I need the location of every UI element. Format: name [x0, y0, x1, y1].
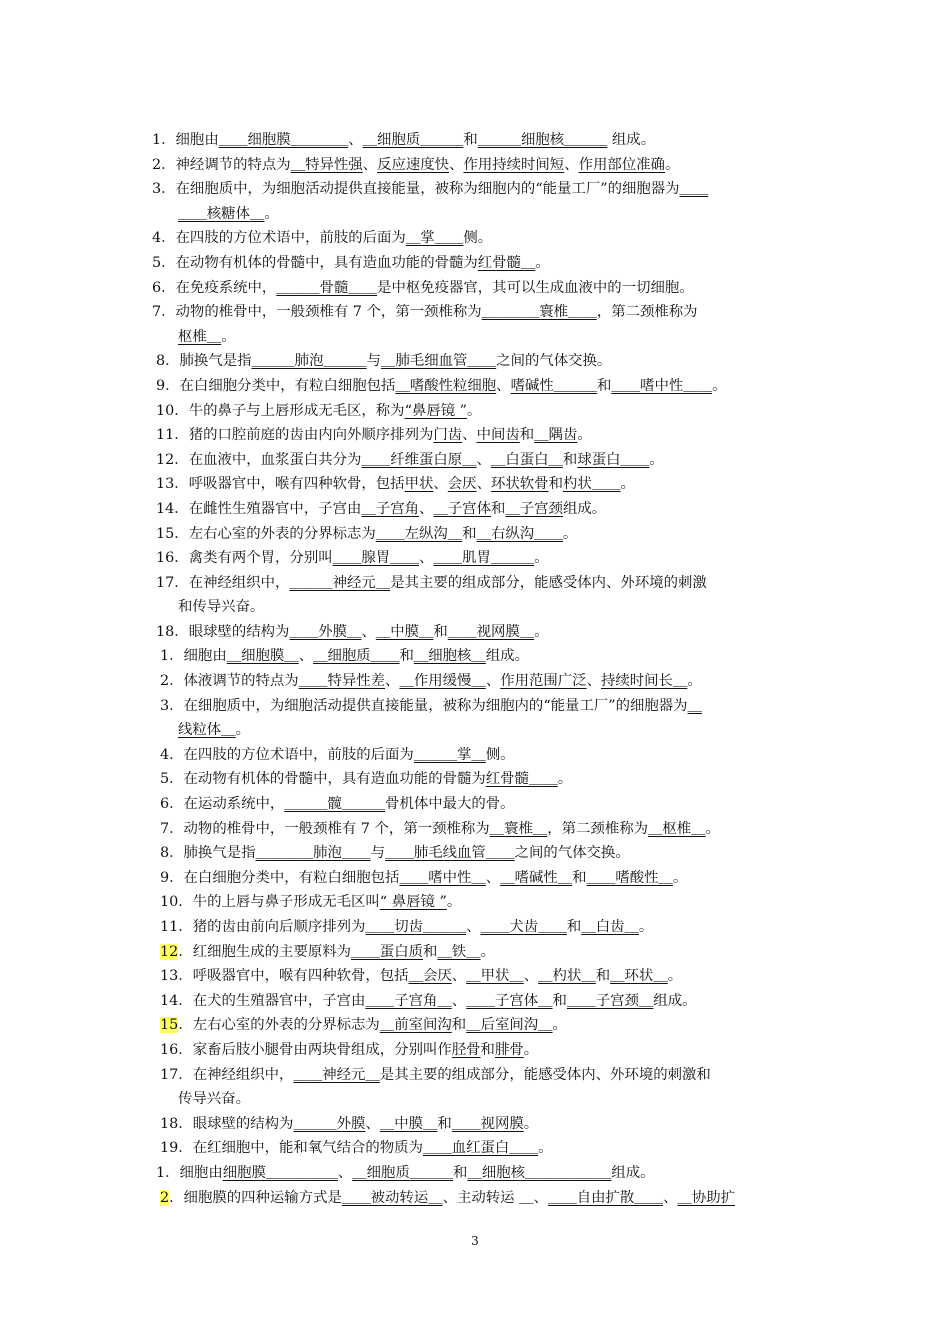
question-text: 5．在动物有机体的骨髓中，具有造血功能的骨髓为 — [152, 254, 478, 271]
question-line — [152, 915, 832, 940]
answer-blank: 腓骨 — [494, 1041, 524, 1058]
answer-blank: 持续时间长＿ — [600, 673, 688, 690]
question-line — [152, 1112, 832, 1137]
answer-blank: ＿会厌 — [408, 968, 452, 985]
question-text: 15．左右心室的外表的分界标志为 — [156, 525, 376, 542]
answer-blank: ＿细胞膜＿ — [226, 648, 299, 665]
question-text: 13．呼吸器官中，喉有四种软骨，包括 — [156, 476, 405, 493]
question-text: ，第二颈椎称为 — [547, 820, 648, 837]
question-text: 1．细胞由 — [160, 648, 227, 665]
question-text: 16．家畜后肢小腿骨由两块骨组成，分别叫作 — [160, 1041, 452, 1058]
answer-blank: 细胞膜＿＿＿＿＿ — [222, 1164, 338, 1181]
question-text: 是其主要的组成部分，能感受体内、外环境的刺激 — [390, 574, 707, 591]
question-line — [152, 694, 832, 719]
answer-blank: ＿子宫颈 — [505, 500, 563, 517]
question-text: 2．神经调节的特点为 — [152, 156, 291, 173]
answer-blank: 中间齿 — [476, 427, 520, 444]
question-text: 。 — [562, 525, 578, 542]
answer-blank: 作用范围广泛 — [500, 673, 587, 690]
question-continuation — [152, 595, 832, 620]
question-text: 16．禽类有两个胃，分别叫 — [156, 550, 333, 567]
question-line — [152, 669, 832, 694]
question-line — [152, 177, 832, 202]
answer-blank: ＿嗜碱性＿ — [500, 869, 573, 886]
answer-blank: ＿甲状＿ — [466, 968, 524, 985]
answer-blank: ＿特异性强 — [290, 156, 363, 173]
question-line — [152, 276, 832, 301]
question-text: 、 — [337, 1164, 353, 1181]
question-line — [152, 1063, 832, 1088]
answer-blank: 会厌 — [447, 476, 477, 493]
answer-blank: ＿＿＿掌＿ — [413, 746, 486, 763]
question-text: 传导兴奋。 — [178, 1091, 250, 1108]
question-text: 。 — [649, 451, 664, 468]
answer-blank: 甲状 — [404, 476, 434, 493]
answer-blank: ＿枢椎＿ — [648, 820, 706, 837]
question-text: 、 — [385, 673, 400, 690]
question-text: 。 — [446, 894, 462, 911]
answer-blank: ＿＿嗜中性＿＿ — [611, 377, 713, 394]
question-text: 。 — [264, 205, 279, 222]
answer-blank: ＿＿视网膜 — [451, 1115, 524, 1132]
answer-blank: ＿＿被动转运＿ — [341, 1189, 443, 1206]
question-text: 、 — [466, 919, 481, 935]
question-text: 11．猪的口腔前庭的齿由内向外顺序排列为 — [156, 427, 434, 444]
question-text: 。 — [535, 254, 550, 271]
question-text: 。 — [534, 550, 549, 567]
question-line — [152, 423, 832, 448]
question-text: 。 — [523, 1041, 539, 1058]
question-text: 和 — [562, 451, 578, 468]
answer-blank: ＿＿子宫体＿ — [466, 992, 553, 1009]
question-text: 、 — [564, 156, 579, 173]
question-line — [152, 349, 832, 374]
question-text: 、 — [476, 476, 491, 493]
question-continuation — [152, 325, 832, 350]
question-text: 8．肺换气是指 — [160, 845, 256, 862]
question-text: 4．在四肢的方位术语中，前肢的后面为 — [160, 746, 414, 763]
question-text: 和 — [437, 1115, 452, 1132]
question-text: 组成。 — [607, 132, 656, 148]
answer-blank: ＿作用缓慢＿ — [399, 673, 486, 690]
answer-blank: ＿＿＿肺泡＿＿＿ — [251, 353, 367, 370]
answer-blank: ＿＿嗜酸性＿ — [586, 869, 673, 886]
answer-blank: ＿细胞质＿＿ — [313, 648, 400, 665]
question-list — [152, 128, 832, 1210]
question-text: 、 — [362, 156, 378, 173]
question-text: 组成。 — [562, 500, 607, 517]
question-text: 和 — [463, 132, 478, 148]
question-text: 14．在犬的生殖器官中，子宫由 — [160, 992, 366, 1009]
answer-blank: 作用持续时间短 — [463, 156, 565, 173]
question-text: 组成。 — [485, 648, 530, 665]
question-text: 。 — [638, 919, 654, 935]
question-continuation — [152, 718, 832, 743]
question-text: 和 — [480, 1041, 495, 1058]
question-text: 9．在白细胞分类中，有粒白细胞包括 — [160, 869, 400, 886]
answer-blank: “鼻唇镜 ” — [404, 402, 468, 419]
question-line — [152, 251, 832, 276]
answer-blank: 胫骨 — [451, 1041, 481, 1058]
answer-blank: 杓状＿＿ — [562, 476, 621, 493]
question-text: 和 — [453, 1164, 468, 1181]
answer-blank: ＿＿＿细胞核＿＿＿ — [477, 132, 608, 148]
highlighted-number: 12 — [160, 943, 179, 960]
question-line — [152, 153, 832, 178]
question-text: 、 — [485, 673, 501, 690]
question-text: 13．呼吸器官中，喉有四种软骨，包括 — [160, 968, 409, 985]
answer-blank: ＿＿蛋白质 — [351, 943, 423, 960]
answer-blank: “ 鼻唇镜 ” — [379, 894, 447, 911]
question-text: 。 — [552, 1017, 567, 1034]
answer-blank: ＿＿细胞膜＿＿＿＿ — [218, 132, 349, 148]
question-text: 组成。 — [611, 1164, 655, 1181]
question-text: 和 — [422, 943, 438, 960]
question-text: 、 — [433, 476, 448, 493]
question-text: 。 — [712, 377, 727, 394]
answer-blank: ＿细胞质＿＿＿ — [362, 132, 464, 148]
question-line — [152, 1136, 832, 1161]
question-text: 1．细胞由 — [152, 132, 219, 148]
question-text: ，第二颈椎称为 — [596, 304, 698, 321]
question-text: 18．眼球壁的结构为 — [156, 623, 290, 640]
question-text: 、 — [298, 648, 314, 665]
highlighted-number: 15 — [160, 1017, 179, 1034]
question-line — [152, 374, 832, 399]
question-text: 是其主要的组成部分，能感受体内、外环境的刺激和 — [379, 1066, 711, 1083]
answer-blank: 嗜碱性＿＿＿ — [510, 377, 597, 394]
question-text: 和 — [519, 427, 535, 444]
question-text: 。 — [480, 943, 495, 960]
answer-blank: ＿＿＿外膜 — [293, 1115, 366, 1132]
answer-blank: ＿＿特异性差 — [298, 673, 386, 690]
answer-blank: ＿＿纤维蛋白原＿ — [361, 451, 477, 468]
question-text: 和 — [433, 623, 448, 640]
answer-blank: ＿环状＿ — [610, 968, 668, 985]
question-text: 、 — [586, 673, 601, 690]
question-text: 、 — [449, 156, 464, 173]
answer-blank: ＿＿外膜＿ — [289, 623, 362, 640]
answer-blank: ＿＿＿＿寰椎＿＿ — [481, 304, 597, 321]
question-line — [152, 226, 832, 251]
answer-blank: ＿＿嗜中性＿ — [399, 869, 486, 886]
answer-blank: ＿＿ — [679, 181, 709, 198]
answer-blank: ＿＿自由扩散＿＿ — [547, 1189, 664, 1206]
question-text: 6．在免疫系统中， — [152, 279, 277, 296]
question-text: 10．牛的上唇与鼻子形成无毛区叫 — [160, 894, 380, 911]
question-text: 和传导兴奋。 — [178, 599, 265, 616]
question-text: 和 — [490, 500, 506, 517]
question-text: 8．肺换气是指 — [156, 353, 252, 370]
question-text: 、 — [496, 377, 511, 394]
question-line — [152, 472, 832, 497]
question-text: 、 — [361, 623, 376, 640]
question-text: 是中枢免疫器官，其可以生成血液中的一切细胞。 — [377, 279, 694, 296]
answer-blank: ＿隅齿 — [534, 427, 578, 444]
question-text: 、 — [348, 132, 363, 148]
question-text: 、 — [418, 550, 434, 567]
answer-blank: ＿＿犬齿＿＿ — [480, 919, 567, 935]
question-text: 和 — [462, 525, 477, 542]
question-line — [152, 940, 832, 965]
question-line — [152, 128, 832, 153]
question-text: 12．在血液中，血浆蛋白共分为 — [156, 451, 362, 468]
question-line — [152, 620, 832, 645]
answer-blank: 红骨髓＿＿ — [485, 771, 558, 788]
question-text: 。 — [523, 1115, 539, 1132]
question-line — [152, 300, 832, 325]
answer-blank: ＿肺毛细血管＿＿ — [381, 353, 497, 370]
answer-blank: ＿寰椎＿ — [489, 820, 548, 837]
question-text: 、主动转运 ＿、 — [442, 1189, 548, 1206]
question-line — [152, 964, 832, 989]
answer-blank: ＿＿肺毛线血管＿＿ — [385, 845, 515, 862]
question-line — [152, 571, 832, 596]
question-text: 、 — [523, 968, 539, 985]
answer-blank: ＿前室间沟 — [379, 1017, 452, 1034]
question-text: 。 — [664, 156, 680, 173]
answer-blank: 门齿 — [433, 427, 463, 444]
answer-blank: ＿＿＿骨髓＿＿ — [276, 279, 378, 296]
question-line — [152, 448, 832, 473]
question-text: 之间的气体交换。 — [514, 845, 630, 862]
answer-blank: ＿白齿＿ — [581, 919, 639, 935]
question-text: 2．体液调节的特点为 — [160, 673, 299, 690]
question-text: 4．在四肢的方位术语中，前肢的后面为 — [152, 230, 406, 247]
answer-blank: 枢椎＿ — [178, 328, 222, 345]
question-text: 。 — [687, 673, 702, 690]
question-text: 6．在运动系统中， — [160, 796, 285, 813]
question-text: 和 — [572, 869, 587, 886]
question-text: 19．在红细胞中，能和氧气结合的物质为 — [160, 1140, 423, 1157]
question-text: 与 — [370, 845, 386, 862]
question-line — [152, 1161, 832, 1186]
question-text: 。 — [705, 820, 720, 837]
question-text: 3．在细胞质中，为细胞活动提供直接能量，被称为细胞内的“能量工厂”的细胞器为 — [152, 181, 680, 198]
question-line — [152, 866, 832, 891]
question-text: 和 — [548, 476, 563, 493]
question-text: ．细胞膜的四种运输方式是 — [169, 1189, 342, 1206]
question-line — [152, 1013, 832, 1038]
question-text: 侧。 — [485, 746, 515, 763]
answer-blank: ＿＿切齿＿＿＿ — [365, 919, 467, 935]
question-text: 1．细胞由 — [156, 1164, 223, 1181]
question-line — [152, 522, 832, 547]
question-text: 组成。 — [653, 992, 697, 1009]
question-text: 。 — [577, 427, 592, 444]
answer-blank: ＿后室间沟＿ — [466, 1017, 553, 1034]
highlighted-number: 2 — [160, 1189, 170, 1206]
answer-blank: 环状软骨 — [490, 476, 549, 493]
answer-blank: ＿细胞核＿＿＿＿＿＿ — [467, 1164, 612, 1181]
question-line — [152, 890, 832, 915]
question-line — [152, 767, 832, 792]
question-line — [152, 1038, 832, 1063]
answer-blank: 线粒体＿ — [178, 722, 236, 739]
question-text: 。 — [557, 771, 573, 788]
answer-blank: ＿子宫角 — [361, 500, 419, 517]
answer-blank: ＿细胞核＿ — [413, 648, 486, 665]
answer-blank: ＿＿神经元＿ — [293, 1066, 380, 1083]
answer-blank: ＿＿＿神经元＿ — [289, 574, 391, 591]
question-text: 骨机体中最大的骨。 — [385, 796, 515, 813]
answer-blank: ＿杓状＿ — [538, 968, 596, 985]
question-text: 。 — [667, 968, 683, 985]
question-line — [152, 841, 832, 866]
question-text: 18．眼球壁的结构为 — [160, 1115, 294, 1132]
question-text: 和 — [552, 992, 567, 1009]
question-text: 11．猪的齿由前向后顺序排列为 — [160, 919, 366, 935]
answer-blank: ＿右纵沟＿＿ — [476, 525, 563, 542]
question-text: 9．在白细胞分类中，有粒白细胞包括 — [156, 377, 396, 394]
question-text: 5．在动物有机体的骨髓中，具有造血功能的骨髓为 — [160, 771, 486, 788]
answer-blank: ＿铁＿ — [437, 943, 481, 960]
question-text: 、 — [365, 1115, 380, 1132]
question-text: 、 — [462, 427, 477, 444]
question-line — [152, 743, 832, 768]
question-text: 。 — [620, 476, 635, 493]
question-text: 。 — [221, 328, 236, 345]
question-text: ．左右心室的外表的分界标志为 — [178, 1017, 380, 1034]
page-number: 3 — [471, 1234, 479, 1248]
answer-blank: ＿掌＿＿ — [405, 230, 464, 247]
question-text: 。 — [672, 869, 688, 886]
question-line — [152, 989, 832, 1014]
question-text: 、 — [418, 500, 434, 517]
answer-blank: ＿＿腺胃＿＿ — [332, 550, 419, 567]
question-line — [152, 497, 832, 522]
question-text: 3．在细胞质中，为细胞活动提供直接能量，被称为细胞内的“能量工厂”的细胞器为 — [160, 697, 688, 714]
answer-blank: ＿＿子宫颈＿ — [566, 992, 654, 1009]
question-line — [152, 546, 832, 571]
question-continuation — [152, 1087, 832, 1112]
answer-blank: ＿＿视网膜＿ — [447, 623, 535, 640]
question-text: 7．动物的椎骨中，一般颈椎有 7 个，第一颈椎称为 — [160, 820, 490, 837]
answer-blank: 球蛋白＿＿ — [577, 451, 650, 468]
question-text: 17．在神经组织中， — [160, 1066, 294, 1083]
answer-blank: ＿ — [687, 697, 702, 714]
question-text: 、 — [451, 992, 467, 1009]
question-text: 和 — [399, 648, 414, 665]
answer-blank: ＿中膜＿ — [375, 623, 434, 640]
question-line — [152, 1186, 832, 1211]
question-text: 17．在神经组织中， — [156, 574, 290, 591]
question-text: 。 — [534, 623, 549, 640]
answer-blank: ＿中膜＿ — [379, 1115, 438, 1132]
answer-blank: 反应速度快 — [377, 156, 450, 173]
question-continuation — [152, 202, 832, 227]
question-line — [152, 792, 832, 817]
answer-blank: 作用部位准确 — [578, 156, 665, 173]
answer-blank: ＿白蛋白＿ — [490, 451, 563, 468]
question-line — [152, 644, 832, 669]
question-text: 10．牛的鼻子与上唇形成无毛区，称为 — [156, 402, 405, 419]
answer-blank: ＿细胞质＿＿＿ — [352, 1164, 454, 1181]
question-text: 7．动物的椎骨中，一般颈椎有 7 个，第一颈椎称为 — [152, 304, 482, 321]
question-text: 和 — [595, 968, 611, 985]
question-text: 14．在雌性生殖器官中，子宫由 — [156, 500, 362, 517]
answer-blank: ＿＿子宫角＿ — [365, 992, 452, 1009]
question-line — [152, 817, 832, 842]
question-text: 与 — [366, 353, 382, 370]
answer-blank: ＿＿血红蛋白＿＿ — [422, 1140, 539, 1157]
question-text: 、 — [451, 968, 467, 985]
question-line — [152, 399, 832, 424]
answer-blank: ＿协助扩 — [677, 1189, 736, 1206]
answer-blank: ＿＿肌胃＿＿＿ — [433, 550, 535, 567]
question-text: 之间的气体交换。 — [496, 353, 612, 370]
answer-blank: ＿＿＿＿肺泡＿＿ — [255, 845, 371, 862]
question-text: 、 — [476, 451, 491, 468]
question-text: ．红细胞生成的主要原料为 — [178, 943, 352, 960]
question-text: 、 — [663, 1189, 678, 1206]
answer-blank: ＿＿左纵沟＿ — [375, 525, 463, 542]
question-text: 和 — [451, 1017, 467, 1034]
question-text: 和 — [596, 377, 612, 394]
question-text: 。 — [467, 402, 482, 419]
question-text: 。 — [235, 722, 250, 739]
answer-blank: 红骨髓＿ — [477, 254, 536, 271]
question-text: 和 — [566, 919, 582, 935]
answer-blank: ＿＿＿髋＿＿＿ — [284, 796, 386, 813]
answer-blank: ＿＿核糖体＿ — [178, 205, 265, 222]
question-text: 。 — [538, 1140, 553, 1157]
answer-blank: ＿嗜酸性粒细胞 — [395, 377, 497, 394]
answer-blank: ＿子宫体 — [433, 500, 491, 517]
question-text: 侧。 — [463, 230, 493, 247]
question-text: 、 — [485, 869, 501, 886]
